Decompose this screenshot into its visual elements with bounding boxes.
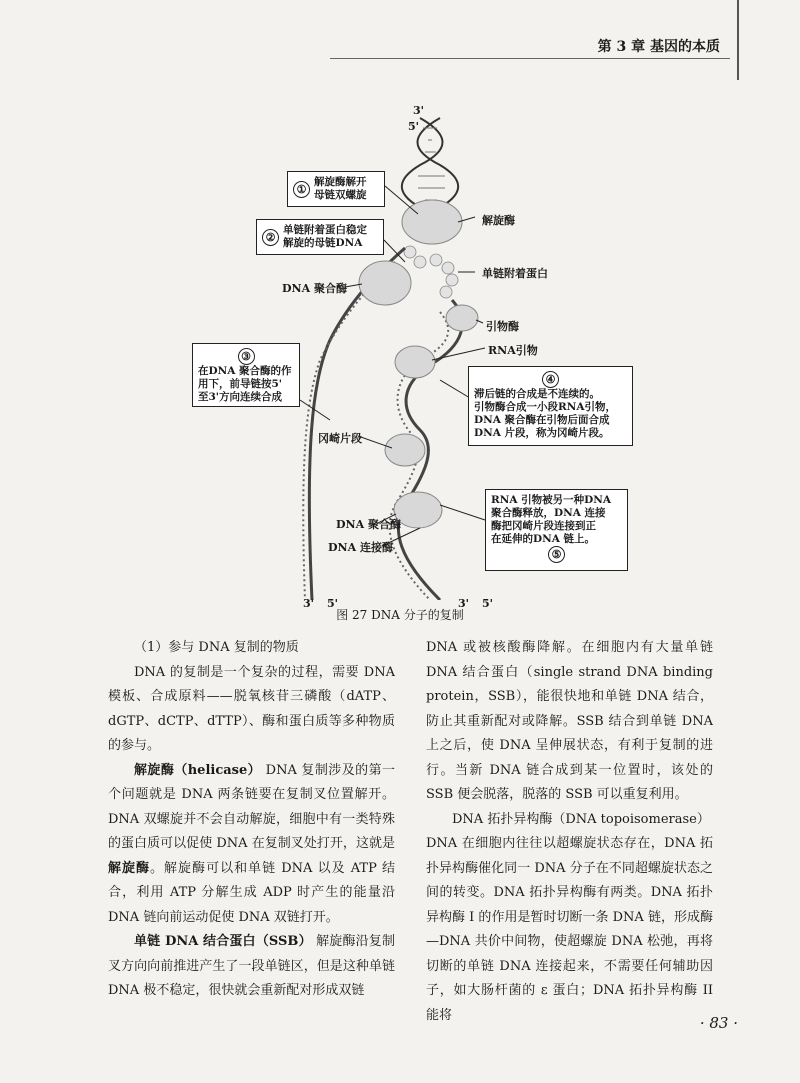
callout-1-line-1: 解旋酶解开	[314, 176, 367, 188]
left-paragraph-3-text: 解旋酶沿复制叉方向向前推进产生了一段单链区，但是这种单链 DNA 极不稳定，很快就会重新配对形成双链	[108, 934, 395, 998]
figure-caption: 图 27 DNA 分子的复制	[336, 608, 464, 622]
right-column	[426, 636, 713, 1028]
term-ssb: 单链 DNA 结合蛋白（SSB）	[134, 934, 312, 949]
callout-1-line-2: 母链双螺旋	[314, 189, 367, 201]
callout-4-line-4: DNA 片段，称为冈崎片段。	[474, 427, 610, 439]
label-ssb: 单链附着蛋白	[482, 267, 548, 280]
callout-2	[256, 219, 384, 255]
ssb-beads	[404, 246, 458, 298]
section-heading: （1）参与 DNA 复制的物质	[134, 640, 299, 655]
callout-4-line-3: DNA 聚合酶在引物后面合成	[474, 414, 610, 426]
callout-5-line-2: 聚合酶释放，DNA 连接	[491, 507, 606, 519]
left-column	[108, 636, 395, 1004]
callout-2-line-2: 解旋的母链DNA	[283, 237, 363, 249]
callout-3-line-3: 至3'方向连续合成	[198, 391, 283, 403]
term-helicase: 解旋酶（helicase）	[134, 762, 262, 778]
callout-1-number: ①	[293, 181, 310, 198]
callout-2-line-1: 单链附着蛋白稳定	[283, 224, 367, 236]
callout-2-number: ②	[262, 229, 279, 246]
page-number: · 83 ·	[699, 1014, 738, 1032]
callout-4	[468, 366, 633, 446]
primase-blob	[446, 305, 478, 331]
callout-1	[287, 171, 385, 207]
running-head: 第 3 章 基因的本质	[597, 39, 720, 55]
callout-3	[192, 343, 300, 407]
callout-4-line-1: 滞后链的合成是不连续的。	[474, 388, 600, 400]
dna-polymerase-bottom-blob	[394, 492, 442, 528]
callout-5-line-1: RNA 引物被另一种DNA	[491, 494, 611, 506]
left-paragraph-2	[108, 759, 395, 931]
label-bottom-right-3: 3'	[458, 597, 470, 610]
callout-3-line-1: 在DNA 聚合酶的作	[198, 365, 292, 377]
label-top-5: 5'	[408, 120, 420, 133]
callout-4-line-2: 引物酶合成一小段RNA引物，	[474, 401, 616, 413]
label-bottom-left-3: 3'	[303, 597, 315, 610]
label-okazaki: 冈崎片段	[318, 432, 362, 445]
callout-4-number: ④	[542, 371, 559, 388]
label-dna-polymerase-bottom: DNA 聚合酶	[336, 518, 401, 531]
dna-polymerase-top-blob	[359, 261, 411, 305]
left-paragraph-3	[108, 930, 395, 1004]
left-paragraph-2-text-a: DNA 复制涉及的第一个问题就是 DNA 两条链要在复制叉位置解开。DNA 双螺旋并不会自动解旋，细胞中有一类特殊的蛋白质可以促使 DNA 在复制叉处打开，这就是	[108, 762, 395, 851]
label-helicase: 解旋酶	[482, 214, 515, 227]
left-paragraph-2-text-b: 。解旋酶可以和单链 DNA 以及 ATP 结合，利用 ATP 分解生成 ADP 时产生的能量沿 DNA 链向前运动促使 DNA 双链打开。	[108, 860, 395, 925]
left-paragraph-1: DNA 的复制是一个复杂的过程，需要 DNA 模板、合成原料——脱氧核苷三磷酸（dATP、dGTP、dCTP、dTTP）、酶和蛋白质等多种物质的参与。	[108, 664, 395, 753]
okazaki-blob	[385, 434, 425, 466]
term-topoisomerase: DNA 拓扑异构酶（DNA topoisomerase）	[452, 811, 710, 827]
helicase-blob	[402, 200, 462, 244]
label-bottom-left-5: 5'	[327, 597, 339, 610]
callout-3-number: ③	[238, 348, 255, 365]
callout-5-number: ⑤	[548, 546, 565, 563]
label-bottom-right-5: 5'	[482, 597, 494, 610]
label-primase: 引物酶	[486, 320, 519, 333]
label-dna-ligase: DNA 连接酶	[328, 541, 393, 554]
callout-5-line-3: 酶把冈崎片段连接到正	[491, 520, 596, 532]
callout-3-line-2: 用下，前导链按5'	[198, 378, 283, 390]
label-dna-polymerase-top: DNA 聚合酶	[282, 282, 347, 295]
label-top-3: 3'	[413, 104, 425, 117]
right-paragraph-1: DNA 或被核酸酶降解。在细胞内有大量单链 DNA 结合蛋白（single strand DNA binding protein，SSB），能很快地和单链 DNA 结合，防止其重新配对或降解。SSB 结合到单链 DNA 上之后，使 DNA 呈伸展状态，有利于复制的进行。当新 DNA 链合成到某一位置时，该处的 SSB 便会脱落，脱落的 SSB 可以重复利用。	[426, 640, 713, 802]
term-helicase-bold: 解旋酶	[108, 860, 151, 876]
callout-5-line-4: 在延伸的DNA 链上。	[491, 533, 596, 545]
right-paragraph-2: DNA 在细胞内往往以超螺旋状态存在，DNA 拓扑异构酶催化同一 DNA 分子在不同超螺旋状态之间的转变。DNA 拓扑异构酶有两类。DNA 拓扑异构酶 I 的作用是暂时切断一条 DNA 链，形成酶—DNA 共价中间物，使超螺旋 DNA 松弛，再将切断的单链 DNA 连接起来，不需要任何辅助因子，如大肠杆菌的 ε 蛋白；DNA 拓扑异构酶 II 能将	[426, 836, 713, 1023]
callout-5	[485, 489, 628, 571]
label-rna-primer: RNA引物	[488, 344, 538, 357]
rna-primer-blob	[395, 346, 435, 378]
